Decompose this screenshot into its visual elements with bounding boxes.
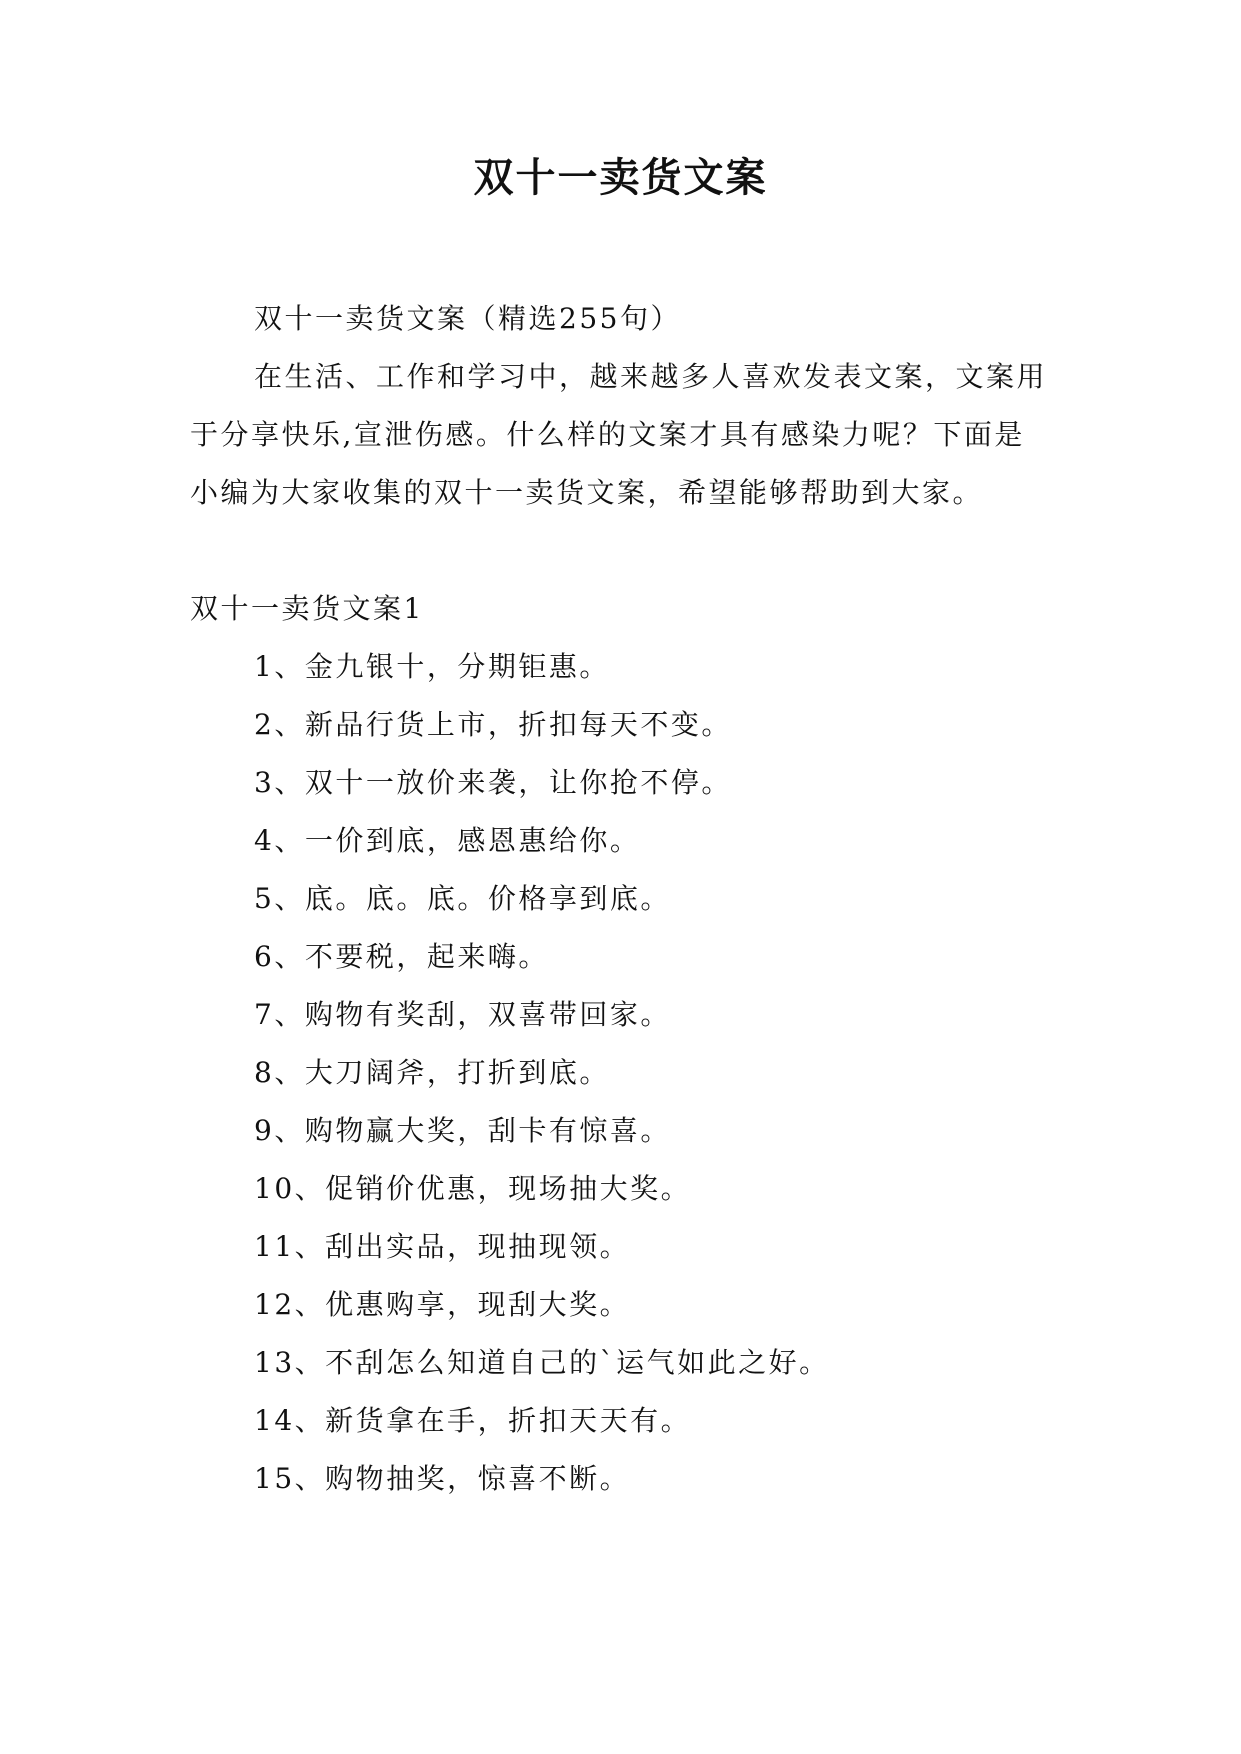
list-item: 9、购物赢大奖，刮卡有惊喜。: [254, 1114, 671, 1147]
list-item: 12、优惠购享，现刮大奖。: [254, 1288, 631, 1321]
list-item: 10、促销价优惠，现场抽大奖。: [254, 1172, 692, 1205]
list-item: 5、底。底。底。价格享到底。: [254, 882, 671, 915]
list-item: 8、大刀阔斧，打折到底。: [254, 1056, 610, 1089]
list-item: 15、购物抽奖，惊喜不断。: [254, 1462, 631, 1495]
list-item: 3、双十一放价来袭，让你抢不停。: [254, 766, 732, 799]
section-heading: 双十一卖货文案1: [190, 592, 424, 625]
document-body: [190, 290, 1052, 1508]
list-item: 14、新货拿在手，折扣天天有。: [254, 1404, 692, 1437]
intro-paragraph: 在生活、工作和学习中，越来越多人喜欢发表文案，文案用于分享快乐,宣泄伤感。什么样的文案才具有感染力呢？下面是小编为大家收集的双十一卖货文案，希望能够帮助到大家。: [190, 360, 1048, 509]
list-item: 4、一价到底，感恩惠给你。: [254, 824, 641, 857]
document-title: 双十一卖货文案: [473, 155, 768, 201]
slogan-list: [190, 638, 1052, 1508]
list-item: 1、金九银十，分期钜惠。: [254, 650, 610, 683]
list-item: 13、不刮怎么知道自己的`运气如此之好。: [254, 1346, 830, 1379]
list-item: 6、不要税，起来嗨。: [254, 940, 549, 973]
document-subtitle: 双十一卖货文案（精选255句）: [254, 302, 681, 335]
list-item: 11、刮出实品，现抽现领。: [254, 1230, 631, 1263]
paragraph-spacer: [190, 522, 1052, 580]
list-item: 2、新品行货上市，折扣每天不变。: [254, 708, 732, 741]
list-item: 7、购物有奖刮，双喜带回家。: [254, 998, 671, 1031]
